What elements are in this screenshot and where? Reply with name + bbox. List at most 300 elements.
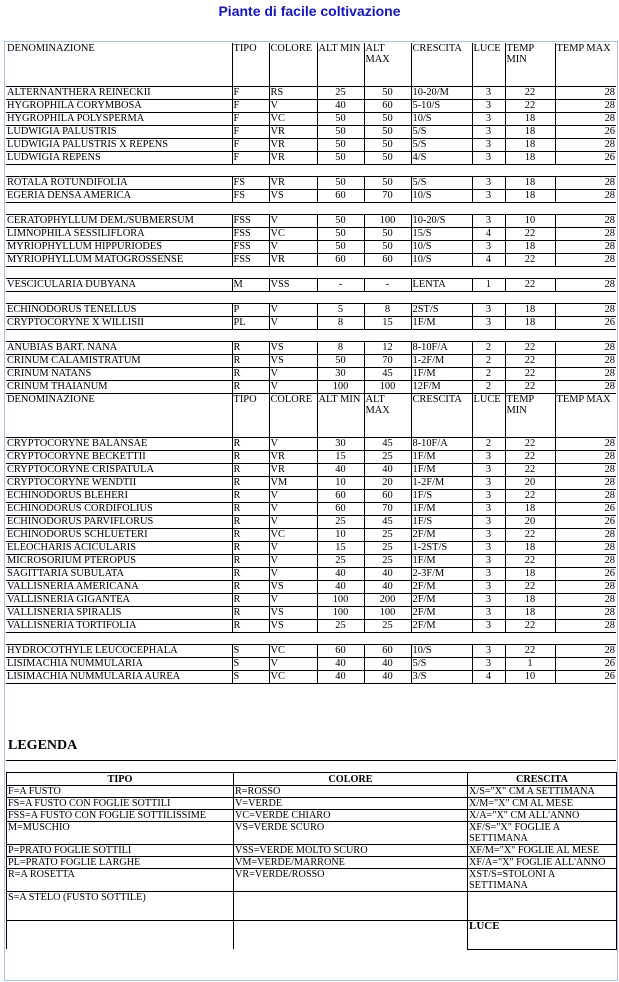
table-cell: 28 [555,438,616,451]
table-cell: VC [269,228,317,241]
table-cell: 5/S [411,139,472,152]
table-cell: 28 [555,139,616,152]
table-cell: 8-10F/A [411,342,472,355]
table-cell: 50 [317,241,364,254]
table-cell: 18 [505,139,555,152]
table-header-row [6,43,616,87]
table-cell: CRINUM NATANS [6,368,232,381]
table-header-row [6,394,616,438]
table-cell: 40 [317,100,364,113]
separator-row [6,203,616,215]
table-cell: V [269,368,317,381]
table-cell: 3 [472,542,505,555]
table-cell: 2F/M [411,529,472,542]
table-row [6,190,616,203]
table-cell: 28 [555,477,616,490]
legend-row [7,810,617,822]
table-cell: 25 [317,87,364,100]
table-cell: - [364,279,411,292]
column-header: ALT MIN [317,394,364,438]
table-row [6,139,616,152]
table-cell: 25 [364,620,411,633]
table-cell: 2ST/S [411,304,472,317]
table-cell: R [232,464,269,477]
table-cell: M [232,279,269,292]
table-cell: V [269,594,317,607]
table-cell: HYDROCOTHYLE LEUCOCEPHALA [6,645,232,658]
table-cell: 26 [555,317,616,330]
table-cell: 40 [317,464,364,477]
table-cell: 3 [472,594,505,607]
legend-table [6,772,617,950]
table-cell: VR [269,152,317,165]
table-cell: 18 [505,241,555,254]
table-row [6,355,616,368]
table-row [6,368,616,381]
table-cell: 30 [317,438,364,451]
table-cell: R [232,568,269,581]
legend-luce-row [7,921,617,950]
table-cell: ECHINODORUS BLEHERI [6,490,232,503]
table-cell: 5/S [411,177,472,190]
table-cell: 2F/M [411,620,472,633]
legend-title: LEGENDA [8,738,78,753]
table-cell: 2 [472,438,505,451]
table-cell: 2 [472,342,505,355]
table-cell: VS [269,190,317,203]
table-cell: 25 [364,529,411,542]
table-row [6,254,616,267]
table-cell: 3 [472,516,505,529]
table-cell: 2-3F/M [411,568,472,581]
table-cell: LUDWIGIA PALUSTRIS [6,126,232,139]
table-cell: 22 [505,451,555,464]
table-cell: 1-2F/M [411,355,472,368]
table-cell: 26 [555,152,616,165]
table-cell: 4 [472,671,505,684]
table-cell: 60 [364,645,411,658]
column-header: TIPO [232,394,269,438]
table-cell: FS [232,177,269,190]
table-cell: 1F/M [411,317,472,330]
table-cell: VS [269,607,317,620]
table-row [6,279,616,292]
table-cell: 50 [364,152,411,165]
table-cell: 1 [505,658,555,671]
column-header: LUCE [472,43,505,87]
legend-cell: XST/S=STOLONI A SETTIMANA [468,869,617,892]
table-cell: 22 [505,87,555,100]
table-cell: 3 [472,190,505,203]
table-cell: S [232,645,269,658]
column-header: ALT MAX [364,394,411,438]
table-cell: 50 [364,228,411,241]
table-cell: 1F/M [411,503,472,516]
table-cell: R [232,594,269,607]
table-cell: 50 [317,355,364,368]
table-cell: 2 [472,355,505,368]
table-cell: 3 [472,87,505,100]
table-row [6,126,616,139]
table-cell: 60 [364,254,411,267]
table-cell: CERATOPHYLLUM DEM./SUBMERSUM [6,215,232,228]
table-row [6,645,616,658]
table-cell: ALTERNANTHERA REINECKII [6,87,232,100]
table-cell: 28 [555,215,616,228]
table-cell: LUDWIGIA PALUSTRIS X REPENS [6,139,232,152]
table-cell: SAGITTARIA SUBULATA [6,568,232,581]
table-cell: 50 [317,228,364,241]
table-cell: 45 [364,516,411,529]
separator-row [6,633,616,645]
table-cell: 18 [505,568,555,581]
table-cell: 50 [317,139,364,152]
table-cell: VC [269,645,317,658]
table-cell: FSS [232,241,269,254]
table-cell: V [269,317,317,330]
legend-cell: FSS=A FUSTO CON FOGLIE SOTTILISSIME [7,810,234,822]
table-cell: FSS [232,215,269,228]
table-row [6,620,616,633]
table-cell: 15 [317,451,364,464]
table-cell: 40 [364,671,411,684]
legend-cell: XF/A="X" FOGLIE ALL'ANNO [468,857,617,869]
table-cell: 15 [364,317,411,330]
table-cell: 15/S [411,228,472,241]
table-cell: 22 [505,620,555,633]
legend-divider [6,760,616,761]
table-cell: 12F/M [411,381,472,394]
table-cell: 70 [364,355,411,368]
table-cell: R [232,555,269,568]
table-cell: P [232,304,269,317]
table-cell: 28 [555,113,616,126]
table-cell: 28 [555,529,616,542]
legend-cell: X/S="X" CM A SETTIMANA [468,786,617,798]
table-cell: 28 [555,464,616,477]
table-cell: 28 [555,645,616,658]
table-row [6,503,616,516]
table-cell: R [232,342,269,355]
table-cell: 8 [364,304,411,317]
table-cell: 22 [505,100,555,113]
table-cell: 22 [505,645,555,658]
table-cell: R [232,355,269,368]
column-header: CRESCITA [411,43,472,87]
legend-cell [234,892,468,921]
table-cell: R [232,620,269,633]
legend-cell: VM=VERDE/MARRONE [234,857,468,869]
table-cell: R [232,503,269,516]
table-cell: 8 [317,317,364,330]
table-cell: 2F/M [411,581,472,594]
table-cell: 50 [364,241,411,254]
legend-cell: P=PRATO FOGLIE SOTTILI [7,845,234,857]
table-cell: 3 [472,113,505,126]
table-cell: EGERIA DENSA AMERICA [6,190,232,203]
table-cell: 3 [472,658,505,671]
table-cell: 50 [317,215,364,228]
table-row [6,568,616,581]
table-row [6,581,616,594]
table-cell: 40 [317,658,364,671]
table-cell: FS [232,190,269,203]
table-cell: 45 [364,438,411,451]
separator-row [6,292,616,304]
table-cell: 18 [505,594,555,607]
table-cell: R [232,368,269,381]
table-cell: V [269,555,317,568]
table-row [6,477,616,490]
table-cell: V [269,658,317,671]
table-row [6,342,616,355]
table-cell: 3 [472,620,505,633]
table-cell: 22 [505,581,555,594]
table-cell: CRINUM THAIANUM [6,381,232,394]
table-cell: 1F/S [411,490,472,503]
table-cell: VS [269,581,317,594]
table-cell: 22 [505,279,555,292]
table-cell: 10/S [411,254,472,267]
table-cell: 50 [317,113,364,126]
legend-cell: VR=VERDE/ROSSO [234,869,468,892]
table-cell: VS [269,620,317,633]
table-cell: 25 [317,555,364,568]
table-cell: MYRIOPHYLLUM MATOGROSSENSE [6,254,232,267]
legend-cell: FS=A FUSTO CON FOGLIE SOTTILI [7,798,234,810]
legend-luce-header: LUCE [468,921,617,950]
table-row [6,490,616,503]
table-cell: V [269,215,317,228]
table-cell: 100 [317,607,364,620]
table-cell: 3 [472,581,505,594]
table-cell: 1-2ST/S [411,542,472,555]
table-cell: ECHINODORUS TENELLUS [6,304,232,317]
table-cell: 28 [555,279,616,292]
legend-cell: S=A STELO (FUSTO SOTTILE) [7,892,234,921]
table-cell: F [232,113,269,126]
legend-cell: XF/M="X" FOGLIE AL MESE [468,845,617,857]
table-cell: 3 [472,607,505,620]
table-cell: 18 [505,113,555,126]
table-cell: 40 [317,581,364,594]
table-cell: 8-10F/A [411,438,472,451]
table-cell: HYGROPHILA POLYSPERMA [6,113,232,126]
table-cell: 40 [364,581,411,594]
table-cell: 60 [364,490,411,503]
table-cell: 1F/M [411,464,472,477]
table-cell: MYRIOPHYLLUM HIPPURIODES [6,241,232,254]
table-cell: ANUBIAS BART. NANA [6,342,232,355]
table-cell: R [232,516,269,529]
table-cell: R [232,438,269,451]
table-cell: 8 [317,342,364,355]
legend-row [7,857,617,869]
table-cell: 50 [364,126,411,139]
table-cell: CRYPTOCORYNE WENDTII [6,477,232,490]
table-cell: 18 [505,190,555,203]
table-cell: 2 [472,368,505,381]
legend-cell: XF/S="X" FOGLIE A SETTIMANA [468,822,617,845]
table-cell: VESCICULARIA DUBYANA [6,279,232,292]
table-cell: 40 [317,671,364,684]
table-cell: VR [269,177,317,190]
table-cell: CRYPTOCORYNE CRISPATULA [6,464,232,477]
table-cell: 22 [505,438,555,451]
table-cell: 3 [472,568,505,581]
table-cell: 3 [472,177,505,190]
column-header: TEMP MIN [505,394,555,438]
legend-tipo-header: TIPO [7,773,234,786]
table-cell: 25 [317,620,364,633]
table-cell: 50 [364,113,411,126]
table-cell: 3 [472,503,505,516]
table-cell: VR [269,464,317,477]
table-cell: 20 [364,477,411,490]
table-cell: VALLISNERIA GIGANTEA [6,594,232,607]
legend-crescita-header: CRESCITA [468,773,617,786]
table-cell: 18 [505,317,555,330]
table-cell: 18 [505,607,555,620]
table-cell: 200 [364,594,411,607]
table-cell: ECHINODORUS CORDIFOLIUS [6,503,232,516]
table-cell: 60 [317,190,364,203]
table-cell: 3 [472,215,505,228]
table-cell: 70 [364,190,411,203]
table-cell: 10 [505,215,555,228]
table-cell: CRYPTOCORYNE BALANSAE [6,438,232,451]
table-cell: R [232,529,269,542]
table-cell: 26 [555,671,616,684]
table-cell: 28 [555,241,616,254]
table-cell: 25 [364,451,411,464]
table-cell: 50 [364,177,411,190]
table-cell: V [269,241,317,254]
table-cell: 22 [505,355,555,368]
table-cell: 28 [555,368,616,381]
table-cell: 28 [555,620,616,633]
legend-row [7,892,617,921]
table-cell: V [269,100,317,113]
table-cell: 3 [472,241,505,254]
table-cell: 28 [555,254,616,267]
table-row [6,381,616,394]
table-cell: R [232,607,269,620]
table-cell: 40 [364,658,411,671]
table-cell: 2 [472,381,505,394]
table-cell: 1F/M [411,368,472,381]
table-cell: 18 [505,304,555,317]
table-cell: 28 [555,555,616,568]
legend-row [7,822,617,845]
table-cell: 40 [364,568,411,581]
table-row [6,304,616,317]
table-cell: FSS [232,254,269,267]
column-header: TEMP MAX [555,394,616,438]
table-cell: 3 [472,490,505,503]
table-cell: 1F/S [411,516,472,529]
table-cell: ECHINODORUS PARVIFLORUS [6,516,232,529]
table-cell: 4/S [411,152,472,165]
legend-cell: VS=VERDE SCURO [234,822,468,845]
table-cell: 22 [505,342,555,355]
column-header: DENOMINAZIONE [6,394,232,438]
table-cell: 22 [505,381,555,394]
table-cell: VS [269,355,317,368]
table-cell: 20 [505,477,555,490]
column-header: CRESCITA [411,394,472,438]
table-cell: 28 [555,581,616,594]
table-cell: V [269,503,317,516]
table-cell: 15 [317,542,364,555]
table-cell: 22 [505,228,555,241]
table-cell: CRYPTOCORYNE BECKETTII [6,451,232,464]
table-cell: RS [269,87,317,100]
table-row [6,516,616,529]
page-title: Piante di facile coltivazione [218,3,401,19]
table-cell: 3 [472,645,505,658]
table-cell: LENTA [411,279,472,292]
table-cell: S [232,671,269,684]
column-header: DENOMINAZIONE [6,43,232,87]
table-cell: VM [269,477,317,490]
table-cell: HYGROPHILA CORYMBOSA [6,100,232,113]
legend-row [7,798,617,810]
table-cell: 10-20/M [411,87,472,100]
table-cell: VC [269,529,317,542]
table-row [6,113,616,126]
table-cell: 22 [505,464,555,477]
table-cell: VALLISNERIA TORTIFOLIA [6,620,232,633]
table-cell: VR [269,254,317,267]
table-cell: 3 [472,555,505,568]
legend-row [7,845,617,857]
table-cell: PL [232,317,269,330]
table-cell: 3 [472,529,505,542]
table-row [6,671,616,684]
table-cell: 100 [364,607,411,620]
table-cell: 30 [317,368,364,381]
table-cell: 3 [472,139,505,152]
table-cell: 28 [555,607,616,620]
table-cell: VR [269,126,317,139]
table-cell: V [269,568,317,581]
column-header: ALT MAX [364,43,411,87]
table-cell: 5/S [411,658,472,671]
table-cell: ECHINODORUS SCHLUETERI [6,529,232,542]
table-cell: 28 [555,381,616,394]
table-cell: R [232,581,269,594]
table-cell: 28 [555,542,616,555]
table-cell: R [232,542,269,555]
table-cell: 28 [555,594,616,607]
table-cell: ROTALA ROTUNDIFOLIA [6,177,232,190]
table-cell: V [269,490,317,503]
legend-cell: PL=PRATO FOGLIE LARGHE [7,857,234,869]
column-header: COLORE [269,43,317,87]
table-cell: VALLISNERIA AMERICANA [6,581,232,594]
legend-cell: R=A ROSETTA [7,869,234,892]
legend-cell [7,921,234,950]
table-cell: 3 [472,152,505,165]
table-cell: 3 [472,477,505,490]
table-cell: 5/S [411,126,472,139]
table-cell: FSS [232,228,269,241]
table-cell: F [232,87,269,100]
legend-row [7,869,617,892]
table-cell: 10 [317,529,364,542]
column-header: ALT MIN [317,43,364,87]
